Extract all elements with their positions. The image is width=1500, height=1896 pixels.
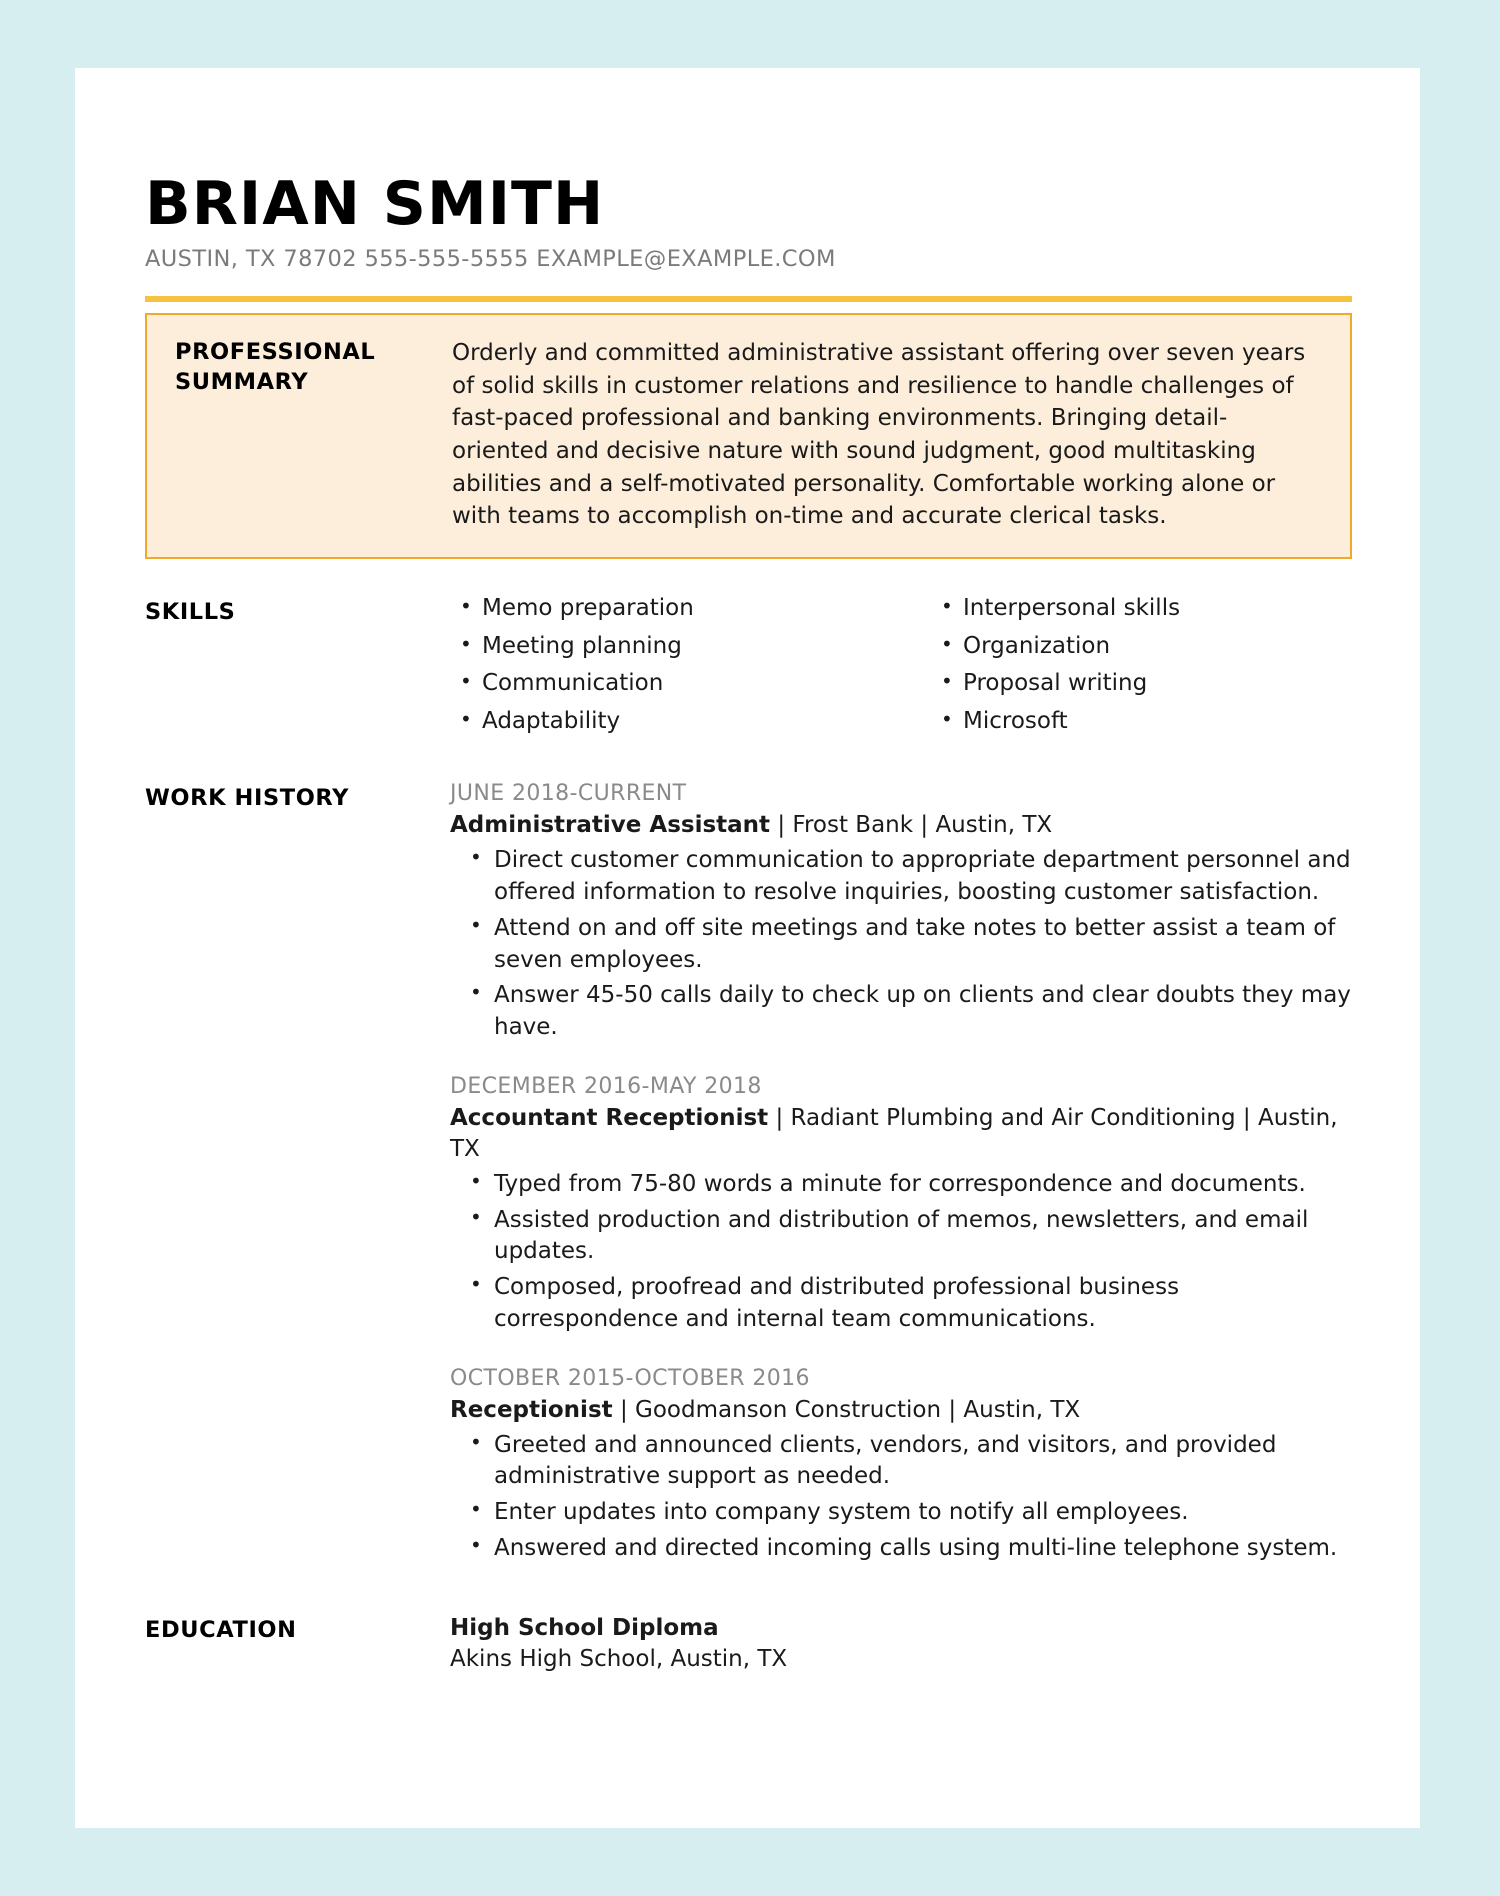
job-role: Receptionist [450,1396,613,1423]
skills-list-left [450,595,901,735]
work-history-entry [450,781,1352,1043]
job-role: Accountant Receptionist [450,1104,769,1131]
skills-section [145,595,1352,745]
job-meta: | Radiant Plumbing and Air Conditioning | Austin, TX [450,1104,1338,1162]
list-item: • Adaptability [450,708,901,736]
list-item: • Answered and directed incoming calls using multi-line telephone system. [450,1533,1352,1565]
work-history-label: WORK HISTORY [145,785,350,812]
job-meta: | Goodmanson Construction | Austin, TX [612,1396,1081,1423]
list-item: • Attend on and off site meetings and take notes to better assist a team of seven employees. [450,913,1352,976]
job-role: Administrative Assistant [450,812,771,839]
job-title-line [450,810,1352,841]
list-item: • Greeted and announced clients, vendors, and visitors, and provided administrative support as needed. [450,1430,1352,1493]
list-item: • Interpersonal skills [931,595,1352,623]
list-item: • Composed, proofread and distributed professional business correspondence and internal team communications. [450,1272,1352,1335]
skills-column-left [450,595,901,745]
skills-list-right [931,595,1352,735]
education-degree: High School Diploma [450,1614,719,1641]
education-school: Akins High School, Austin, TX [450,1645,788,1672]
list-item: • Typed from 75-80 words a minute for correspondence and documents. [450,1169,1352,1201]
list-item: • Microsoft [931,708,1352,736]
work-history-section [145,781,1352,1568]
education-label: EDUCATION [145,1616,297,1643]
list-item: • Answer 45-50 calls daily to check up on clients and clear doubts they may have. [450,980,1352,1043]
list-item: • Meeting planning [450,633,901,661]
professional-summary-label: PROFESSIONAL SUMMARY [175,339,376,396]
list-item: • Proposal writing [931,670,1352,698]
job-bullet-list [450,1169,1352,1336]
skills-label: SKILLS [145,598,236,625]
job-bullet-list [450,845,1352,1043]
contact-line: AUSTIN, TX 78702 555-555-5555 EXAMPLE@EXAMPLE.COM [145,246,836,272]
list-item: • Organization [931,633,1352,661]
education-section [145,1613,1352,1685]
work-history-list [450,781,1352,1568]
work-history-entry [450,1074,1352,1336]
resume-page [75,68,1420,1828]
job-title-line [450,1395,1352,1426]
accent-divider [145,296,1352,302]
list-item: • Direct customer communication to appropriate department personnel and offered information to resolve inquiries, boosting customer satisfaction. [450,845,1352,908]
list-item: • Communication [450,670,901,698]
job-bullet-list [450,1430,1352,1565]
job-title-line [450,1103,1352,1165]
list-item: • Memo preparation [450,595,901,623]
job-dates: DECEMBER 2016-MAY 2018 [450,1073,762,1099]
list-item: • Assisted production and distribution of memos, newsletters, and email updates. [450,1205,1352,1268]
job-dates: OCTOBER 2015-OCTOBER 2016 [450,1365,810,1391]
job-meta: | Frost Bank | Austin, TX [770,812,1053,839]
page-title: BRIAN SMITH [145,169,605,239]
work-history-entry [450,1366,1352,1565]
professional-summary-section [145,313,1352,559]
resume-content [145,169,1352,1685]
job-dates: JUNE 2018-CURRENT [450,781,687,807]
professional-summary-text: Orderly and committed administrative assistant offering over seven years of solid skills in customer relations and resilience to handle challenges of fast-paced professional and banking environments. Bringing detail-oriented and decisive nature with sound judgment, good multitasking abilities and a self-motivated personality. Comfortable working alone or with teams to accomplish on-time and accurate clerical tasks. [452,340,1306,530]
skills-column-right [901,595,1352,745]
list-item: • Enter updates into company system to notify all employees. [450,1497,1352,1529]
